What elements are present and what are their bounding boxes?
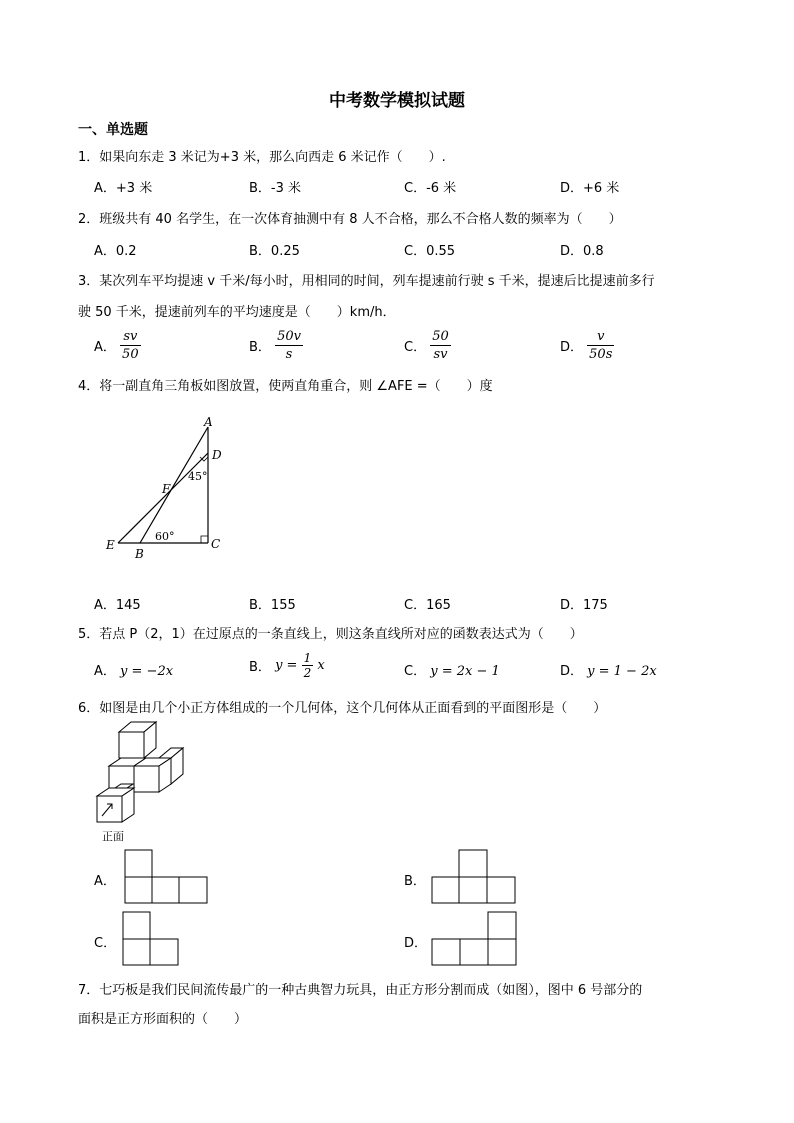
- fraction-numerator: 1: [303, 651, 312, 665]
- q5-option-d: [560, 660, 657, 679]
- q6-option-c-figure: [122, 911, 180, 967]
- cube-front-face: [134, 766, 159, 792]
- question-5-text: 5．若点 P（2，1）在过原点的一条直线上，则这条直线所对应的函数表达式为（ ）: [78, 627, 583, 642]
- fraction-numerator: sv: [120, 328, 141, 346]
- section-heading: 一、单选题: [78, 122, 148, 138]
- label-a: A: [204, 415, 213, 429]
- q1-option-b: B．-3 米: [249, 181, 302, 196]
- q3-option-b: [249, 328, 303, 363]
- q6-option-b-figure: [431, 849, 517, 905]
- q4-option-c: C．165: [404, 598, 451, 613]
- triangle-figure: [100, 415, 230, 565]
- question-2-text: 2．班级共有 40 名学生，在一次体育抽测中有 8 人不合格，那么不合格人数的频率为（ ）: [78, 212, 622, 227]
- fraction-denominator: s: [285, 347, 293, 362]
- fraction-denominator: 50s: [589, 347, 613, 362]
- q6-option-a-label: A．: [94, 874, 116, 889]
- q5-option-d-label: D．: [560, 664, 584, 679]
- front-view-label: 正面: [102, 830, 124, 843]
- cube-figure: [92, 718, 192, 830]
- q3-option-c: [404, 328, 451, 363]
- q5-option-b-fraction: [302, 651, 314, 680]
- q5-option-b: [249, 651, 325, 680]
- q1-option-c: C．-6 米: [404, 181, 457, 196]
- question-7-line-1: 7．七巧板是我们民间流传最广的一种古典智力玩具，由正方形分割而成（如图），图中 6 号部分的: [78, 983, 643, 998]
- q5-option-b-expr-post: x: [317, 658, 325, 673]
- q5-option-a-expr: y = −2x: [120, 664, 174, 679]
- q6-option-d-figure: [431, 911, 519, 967]
- cube-front-face: [97, 796, 122, 822]
- fraction-numerator: 50: [432, 329, 449, 344]
- label-b: B: [135, 547, 144, 561]
- page-title: 中考数学模拟试题: [329, 91, 465, 111]
- question-4-text: 4．将一副直角三角板如图放置，使两直角重合，则 ∠AFE =（ ）度: [78, 379, 493, 394]
- q5-option-a-label: A．: [94, 664, 116, 679]
- q5-option-b-label: B．: [249, 660, 271, 675]
- cube-front-face: [119, 732, 144, 758]
- q6-option-a-figure: [124, 849, 209, 905]
- label-angle-45: 45°: [188, 470, 208, 483]
- q1-option-d: D．+6 米: [560, 181, 620, 196]
- q1-option-a: A．+3 米: [94, 181, 153, 196]
- q6-option-d-label: D．: [404, 936, 428, 951]
- label-f: F: [162, 482, 171, 496]
- q3-option-d-fraction: [587, 328, 614, 363]
- label-c: C: [211, 537, 221, 551]
- fraction-denominator: sv: [433, 347, 448, 362]
- q5-option-b-expr-pre: y =: [275, 658, 298, 673]
- question-3-line-1: 3．某次列车平均提速 v 千米/每小时，用相同的时间，列车提速前行驶 s 千米，提速后比提速前多行: [78, 274, 655, 289]
- q5-option-c: [404, 660, 500, 679]
- fraction-denominator: 2: [303, 666, 312, 680]
- fraction-numerator: 50v: [277, 329, 301, 344]
- q5-option-a: [94, 660, 173, 679]
- q3-option-a: [94, 328, 141, 363]
- q5-option-c-label: C．: [404, 664, 427, 679]
- q2-option-c: C．0.55: [404, 244, 456, 259]
- q3-option-a-fraction: [120, 328, 141, 363]
- question-6-text: 6．如图是由几个小正方体组成的一个几何体，这个几何体从正面看到的平面图形是（ ）: [78, 701, 607, 716]
- fraction-numerator: v: [587, 328, 614, 346]
- q3-option-c-label: C．: [404, 340, 427, 355]
- q5-option-c-expr: y = 2x − 1: [430, 664, 500, 679]
- q2-option-d: D．0.8: [560, 244, 604, 259]
- fraction-denominator: 50: [122, 347, 139, 362]
- q6-option-c-label: C．: [94, 936, 117, 951]
- question-3-line-2: 驶 50 千米，提速前列车的平均速度是（ ）km/h．: [78, 305, 396, 320]
- q3-option-d: [560, 328, 614, 363]
- q3-option-b-fraction: [275, 328, 303, 363]
- q3-option-a-label: A．: [94, 340, 116, 355]
- label-angle-60: 60°: [155, 530, 175, 543]
- q6-option-b-label: B．: [404, 874, 426, 889]
- right-angle-mark-c: [201, 536, 208, 543]
- q3-option-b-label: B．: [249, 340, 271, 355]
- q4-option-a: A．145: [94, 598, 141, 613]
- q3-option-c-fraction: [430, 328, 451, 363]
- q4-option-d: D．175: [560, 598, 608, 613]
- q3-option-d-label: D．: [560, 340, 584, 355]
- q2-option-a: A．0.2: [94, 244, 137, 259]
- q4-option-b: B．155: [249, 598, 296, 613]
- q2-option-b: B．0.25: [249, 244, 300, 259]
- label-e: E: [106, 538, 115, 552]
- segment-ab: [140, 427, 208, 543]
- question-1-text: 1．如果向东走 3 米记为+3 米，那么向西走 6 米记作（ ）.: [78, 150, 446, 165]
- label-d: D: [212, 448, 222, 462]
- question-7-line-2: 面积是正方形面积的（ ）: [78, 1012, 248, 1027]
- q5-option-d-expr: y = 1 − 2x: [587, 664, 657, 679]
